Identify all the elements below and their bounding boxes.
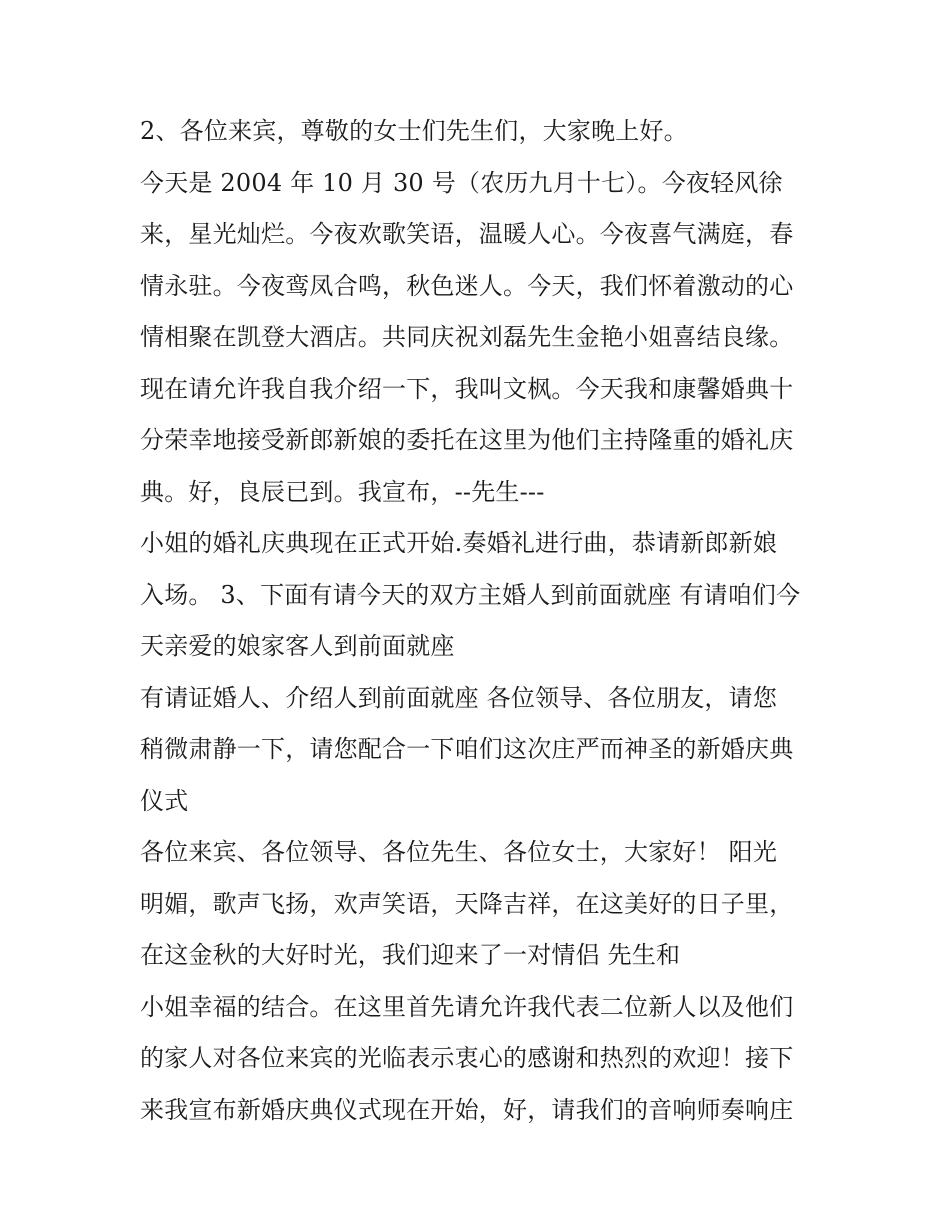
text-line: 情相聚在凯登大酒店。共同庆祝刘磊先生金艳小姐喜结良缘。 [140, 323, 794, 351]
text-line: 今天是 2004 年 10 月 30 号（农历九月十七）。今夜轻风徐 [140, 168, 783, 197]
document-body [140, 110, 830, 1140]
text-line: 分荣幸地接受新郎新娘的委托在这里为他们主持隆重的婚礼庆 [140, 426, 794, 454]
text-line: 小姐幸福的结合。在这里首先请允许我代表二位新人以及他们 [140, 992, 794, 1021]
text-line: 天亲爱的娘家客人到前面就座 [140, 632, 455, 660]
text-line: 典。好，良辰已到。我宣布，--先生--- [140, 477, 545, 506]
text-line: 入场。 3、下面有请今天的双方主婚人到前面就座 有请咱们今 [140, 580, 801, 609]
text-line: 在这金秋的大好时光，我们迎来了一对情侣 先生和 [140, 941, 681, 969]
text-line: 现在请允许我自我介绍一下，我叫文枫。今天我和康馨婚典十 [140, 374, 794, 403]
text-line: 各位来宾、各位领导、各位先生、各位女士，大家好！ 阳光 [140, 838, 778, 866]
text-line: 仪式 [140, 786, 189, 815]
text-line: 明媚，歌声飞扬，欢声笑语，天降吉祥，在这美好的日子里， [140, 889, 794, 918]
text-line: 来我宣布新婚庆典仪式现在开始，好，请我们的音响师奏响庄 [140, 1095, 794, 1124]
text-line: 小姐的婚礼庆典现在正式开始.奏婚礼进行曲，恭请新郎新娘 [140, 529, 778, 557]
text-line: 稍微肃静一下，请您配合一下咱们这次庄严而神圣的新婚庆典 [140, 735, 794, 763]
text-line: 2、各位来宾，尊敬的女士们先生们，大家晚上好。 [140, 117, 688, 145]
text-line: 来，星光灿烂。今夜欢歌笑语，温暖人心。今夜喜气满庭，春 [140, 220, 794, 248]
text-line: 的家人对各位来宾的光临表示衷心的感谢和热烈的欢迎！接下 [140, 1044, 794, 1072]
text-line: 有请证婚人、介绍人到前面就座 各位领导、各位朋友，请您 [140, 683, 778, 712]
text-line: 情永驻。今夜鸾凤合鸣，秋色迷人。今天，我们怀着激动的心 [140, 271, 794, 300]
